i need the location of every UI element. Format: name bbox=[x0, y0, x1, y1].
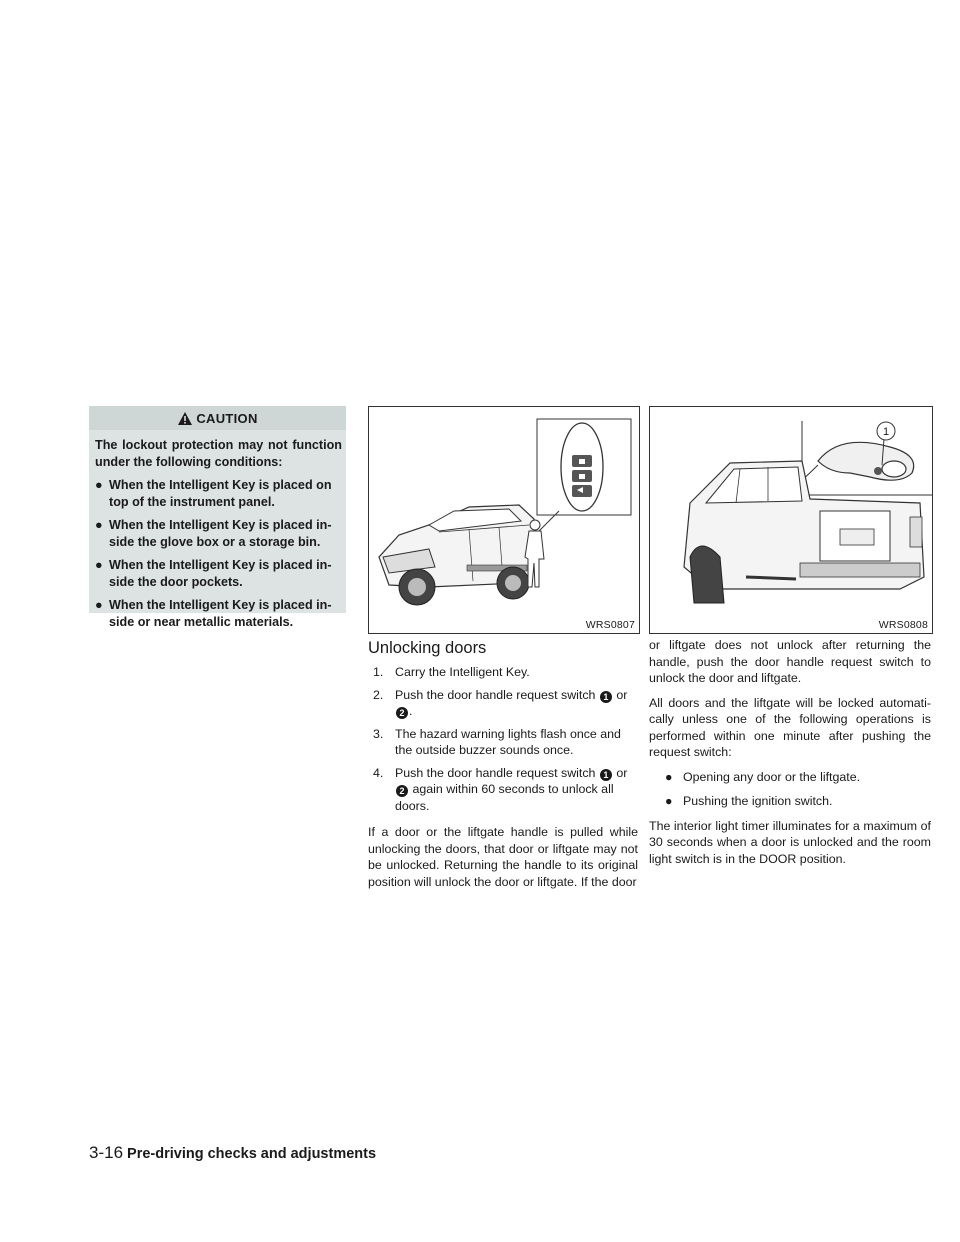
bullet-icon: ● bbox=[95, 598, 103, 612]
caution-body bbox=[95, 437, 342, 637]
warning-icon bbox=[177, 411, 193, 426]
paragraph: or liftgate does not unlock after returning the handle, push the door handle request switch to unlock the door and liftgate. bbox=[649, 638, 931, 685]
figure-callout: 1 bbox=[882, 426, 890, 438]
caution-item-text: When the Intelligent Key is placed on top of the instrument panel. bbox=[109, 478, 332, 509]
figure-vehicle-front bbox=[368, 406, 640, 634]
step-number: 2. bbox=[373, 687, 384, 702]
caution-item-text: When the Intelligent Key is placed in- side the door pockets. bbox=[109, 558, 332, 589]
list-item bbox=[649, 769, 931, 786]
figure-vehicle-rear bbox=[649, 406, 933, 634]
step-item bbox=[368, 765, 638, 815]
caution-item-text: When the Intelligent Key is placed in- side or near metallic materials. bbox=[109, 598, 332, 629]
step-text: The hazard warning lights flash once and the outside buzzer sounds once. bbox=[395, 726, 621, 757]
list-item-text: Pushing the ignition switch. bbox=[683, 794, 833, 808]
section-heading: Unlocking doors bbox=[368, 639, 487, 657]
caution-item bbox=[95, 597, 342, 630]
callout-1-icon: 1 bbox=[600, 691, 612, 703]
step-text-part: Push the door handle request switch bbox=[395, 687, 596, 702]
paragraph: The interior light timer illuminates for a maximum of 30 seconds when a door is unlocked and the room light switch is in the DOOR position. bbox=[649, 818, 931, 866]
bullet-icon: ● bbox=[665, 769, 673, 784]
text-column-right bbox=[649, 637, 931, 875]
vehicle-rear-illustration bbox=[650, 407, 932, 633]
list-item-text: Opening any door or the liftgate. bbox=[683, 769, 861, 784]
step-text: Carry the Intelligent Key. bbox=[395, 665, 530, 679]
page-footer bbox=[89, 1143, 376, 1163]
list-item bbox=[649, 793, 931, 810]
caution-intro: The lockout protection may not function under the following conditions: bbox=[95, 438, 342, 469]
caution-item bbox=[95, 477, 342, 510]
step-number: 4. bbox=[373, 765, 384, 780]
caution-item-text: When the Intelligent Key is placed in- side the glove box or a storage bin. bbox=[109, 518, 332, 549]
step-number: 1. bbox=[373, 665, 384, 679]
step-text-part: or bbox=[616, 687, 628, 702]
bullet-icon: ● bbox=[665, 794, 673, 808]
step-item bbox=[368, 726, 638, 759]
caution-header bbox=[89, 406, 346, 430]
caution-item bbox=[95, 557, 342, 590]
step-text-part: or bbox=[616, 765, 628, 780]
bullet-icon: ● bbox=[95, 518, 103, 532]
vehicle-front-illustration bbox=[369, 407, 639, 633]
step-text-part: again within 60 seconds to unlock all doors. bbox=[395, 782, 614, 813]
step-text bbox=[395, 765, 638, 815]
callout-2-icon: 2 bbox=[396, 707, 408, 719]
section-title: Pre-driving checks and adjustments bbox=[127, 1146, 377, 1162]
caution-item bbox=[95, 517, 342, 550]
figure-code: WRS0808 bbox=[878, 619, 928, 631]
step-number: 3. bbox=[373, 726, 384, 741]
step-text-part: . bbox=[409, 704, 413, 718]
step-item bbox=[368, 664, 638, 681]
text-column-left bbox=[368, 664, 638, 898]
figure-code: WRS0807 bbox=[585, 619, 635, 631]
step-item bbox=[368, 687, 638, 720]
paragraph: If a door or the liftgate handle is pulled while unlocking the doors, that door or liftgate may not be unlocked. Returning the handle to its original position will unlock the door or liftgate. If the door bbox=[368, 825, 638, 889]
step-text bbox=[395, 687, 638, 720]
bullet-icon: ● bbox=[95, 478, 103, 492]
paragraph: All doors and the liftgate will be locked automati- cally unless one of the following operations is performed within one minute after pushing the request switch: bbox=[649, 695, 931, 759]
callout-2-icon: 2 bbox=[396, 785, 408, 797]
step-text-part: Push the door handle request switch bbox=[395, 765, 596, 780]
bullet-icon: ● bbox=[95, 558, 103, 572]
caution-title: CAUTION bbox=[196, 410, 258, 426]
callout-1-icon: 1 bbox=[600, 769, 612, 781]
page-number: 3-16 bbox=[89, 1143, 124, 1162]
